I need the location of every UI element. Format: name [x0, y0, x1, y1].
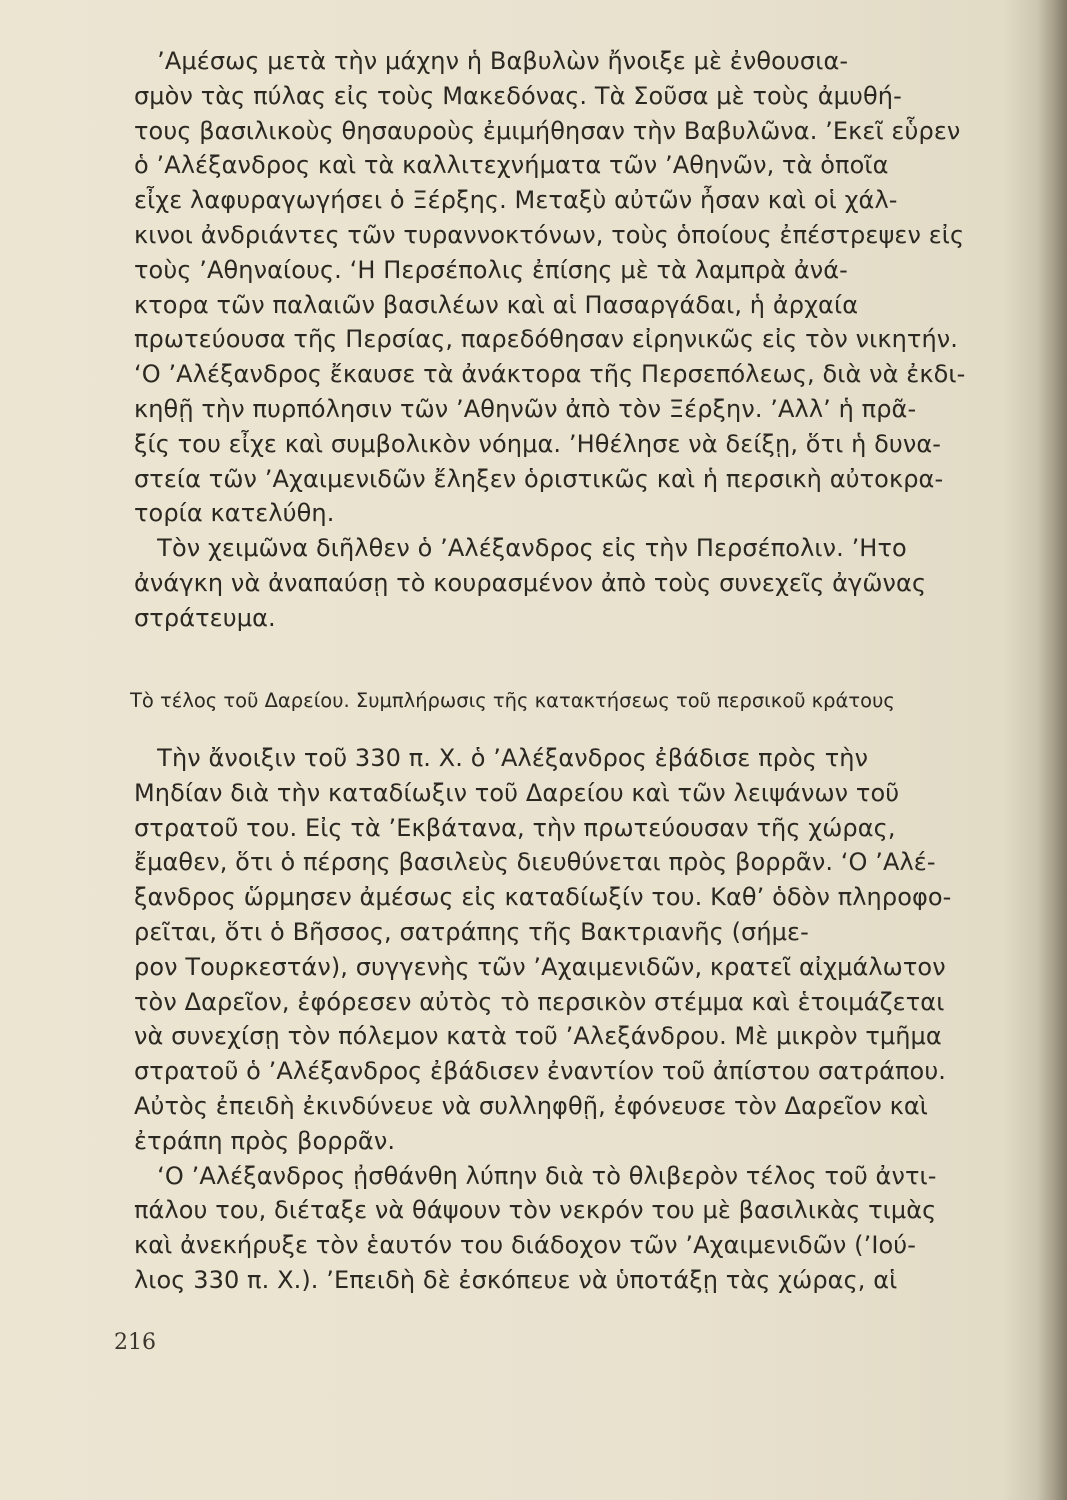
text-line: εἶχε λαφυραγωγήσει ὁ Ξέρξης. Μεταξὺ αὐτῶν ἦσαν καὶ οἱ χάλ- — [134, 186, 898, 215]
text-line: καὶ ἀνεκήρυξε τὸν ἑαυτόν του διάδοχον τῶν ’Αχαιμενιδῶν (’Ιού- — [134, 1231, 917, 1260]
text-line: Αὐτὸς ἐπειδὴ ἐκινδύνευε νὰ συλληφθῇ, ἐφόνευσε τὸν Δαρεῖον καὶ — [134, 1091, 929, 1120]
text-line: ‘Ο ’Αλέξανδρος ἔκαυσε τὰ ἀνάκτορα τῆς Περσεπόλεως, διὰ νὰ ἐκδι- — [134, 360, 966, 389]
text-line: τὸν Δαρεῖον, ἐφόρεσεν αὐτὸς τὸ περσικὸν στέμμα καὶ ἑτοιμάζεται — [134, 987, 945, 1016]
text-line: κινοι ἀνδριάντες τῶν τυραννοκτόνων, τοὺς ὁποίους ἐπέστρεψεν εἰς — [134, 220, 965, 249]
text-line: λιος 330 π. Χ.). ’Επειδὴ δὲ ἐσκόπευε νὰ ὑποτάξῃ τὰς χώρας, αἱ — [134, 1265, 898, 1294]
paragraph-1 — [134, 44, 986, 531]
text-line: ἀνάγκη νὰ ἀναπαύσῃ τὸ κουρασμένον ἀπὸ τοὺς συνεχεῖς ἀγῶνας — [134, 568, 927, 597]
section-heading: Τὸ τέλος τοῦ Δαρείου. Συμπλήρωσις τῆς κατακτήσεως τοῦ περσικοῦ κράτους — [130, 689, 895, 712]
text-line: κτορα τῶν παλαιῶν βασιλέων καὶ αἱ Πασαργάδαι, ἡ ἀρχαία — [134, 290, 859, 319]
text-line: ρον Τουρκεστάν), συγγενὴς τῶν ’Αχαιμενιδῶν, κρατεῖ αἰχμάλωτον — [134, 952, 946, 981]
text-line: τους βασιλικοὺς θησαυροὺς ἐμιμήθησαν τὴν Βαβυλῶνα. ’Εκεῖ εὗρεν — [134, 116, 961, 145]
text-line: σμὸν τὰς πύλας εἰς τοὺς Μακεδόνας. Τὰ Σοῦσα μὲ τοὺς ἀμυθή- — [134, 81, 902, 110]
page-edge-shadow — [1037, 0, 1067, 1500]
text-line: στρατοῦ του. Εἰς τὰ ’Εκβάτανα, τὴν πρωτεύουσαν τῆς χώρας, — [134, 813, 896, 842]
body-text-lower — [134, 741, 986, 1298]
text-line: πρωτεύουσα τῆς Περσίας, παρεδόθησαν εἰρηνικῶς εἰς τὸν νικητήν. — [134, 325, 959, 354]
paragraph-2 — [134, 531, 986, 635]
text-line: νὰ συνεχίσῃ τὸν πόλεμον κατὰ τοῦ ’Αλεξάνδρου. Μὲ μικρὸν τμῆμα — [134, 1022, 942, 1051]
text-line: ἔμαθεν, ὅτι ὁ πέρσης βασιλεὺς διευθύνεται πρὸς βορρᾶν. ‘Ο ’Αλέ- — [134, 848, 936, 877]
text-line: ξανδρος ὥρμησεν ἀμέσως εἰς καταδίωξίν του. Καθ’ ὁδὸν πληροφο- — [134, 883, 952, 912]
text-line: ’Αμέσως μετὰ τὴν μάχην ἡ Βαβυλὼν ἤνοιξε μὲ ἐνθουσια- — [134, 47, 849, 75]
text-line: ὁ ’Αλέξανδρος καὶ τὰ καλλιτεχνήματα τῶν ’Αθηνῶν, τὰ ὁποῖα — [134, 151, 889, 180]
text-line: κηθῇ τὴν πυρπόλησιν τῶν ’Αθηνῶν ἀπὸ τὸν Ξέρξην. ’Αλλ’ ἡ πρᾶ- — [134, 394, 917, 423]
text-line: στρατοῦ ὁ ’Αλέξανδρος ἐβάδισεν ἐναντίον τοῦ ἀπίστου σατράπου. — [134, 1057, 947, 1086]
text-line: τορία κατελύθη. — [134, 499, 335, 528]
text-line: τοὺς ’Αθηναίους. ‘Η Περσέπολις ἐπίσης μὲ τὰ λαμπρὰ ἀνά- — [134, 255, 848, 284]
paragraph-4 — [134, 1159, 986, 1298]
text-line: ἐτράπη πρὸς βορρᾶν. — [134, 1126, 396, 1155]
text-line: πάλου του, διέταξε νὰ θάψουν τὸν νεκρόν του μὲ βασιλικὰς τιμὰς — [134, 1196, 937, 1225]
text-line: Τὸν χειμῶνα διῆλθεν ὁ ’Αλέξανδρος εἰς τὴν Περσέπολιν. ’Ητο — [134, 534, 907, 563]
text-line: στράτευμα. — [134, 603, 276, 632]
text-line: Τὴν ἄνοιξιν τοῦ 330 π. Χ. ὁ ’Αλέξανδρος ἐβάδισε πρὸς τὴν — [134, 744, 869, 772]
text-line: Μηδίαν διὰ τὴν καταδίωξιν τοῦ Δαρείου καὶ τῶν λειψάνων τοῦ — [134, 778, 900, 807]
text-line: ξίς του εἶχε καὶ συμβολικὸν νόημα. ’Ηθέλησε νὰ δείξῃ, ὅτι ἡ δυνα- — [134, 429, 942, 458]
text-line: ρεῖται, ὅτι ὁ Βῆσσος, σατράπης τῆς Βακτριανῆς (σήμε- — [134, 917, 809, 946]
text-line: ‘Ο ’Αλέξανδρος ᾐσθάνθη λύπην διὰ τὸ θλιβερὸν τέλος τοῦ ἀντι- — [134, 1161, 937, 1190]
body-text-upper — [134, 44, 986, 636]
page-number: 216 — [114, 1330, 156, 1355]
text-line: στεία τῶν ’Αχαιμενιδῶν ἔληξεν ὁριστικῶς καὶ ἡ περσικὴ αὐτοκρα- — [134, 464, 944, 493]
paragraph-3 — [134, 741, 986, 1159]
